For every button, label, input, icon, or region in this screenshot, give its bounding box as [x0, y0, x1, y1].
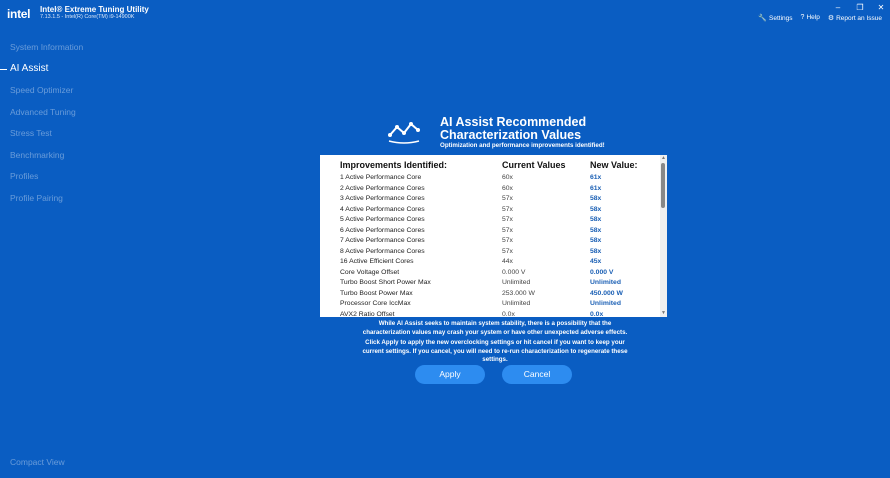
table-row	[320, 311, 660, 318]
row-new-value: 58x	[590, 247, 602, 255]
sidebar-item-ai-assist[interactable]: AI Assist	[0, 60, 120, 82]
ai-assist-icon	[386, 117, 422, 145]
apply-button[interactable]: Apply	[415, 365, 485, 384]
table-row	[320, 237, 660, 248]
row-current-value: 60x	[502, 174, 513, 181]
row-current-value: Unlimited	[502, 300, 531, 307]
close-button[interactable]: ✕	[877, 3, 885, 12]
sidebar-item-advanced-tuning[interactable]: Advanced Tuning	[10, 106, 76, 117]
row-setting-name: AVX2 Ratio Offset	[340, 310, 395, 317]
row-current-value: 60x	[502, 184, 513, 192]
values-table	[320, 155, 667, 317]
help-label: Help	[806, 14, 820, 21]
row-new-value: 58x	[590, 216, 602, 223]
wrench-icon: 🔧	[758, 15, 768, 22]
header-improvements: Improvements Identified:	[340, 160, 448, 170]
row-setting-name: 16 Active Efficient Cores	[340, 258, 414, 265]
row-current-value: 57x	[502, 226, 513, 234]
scrollbar[interactable]	[660, 155, 667, 317]
dialog-title	[440, 116, 586, 142]
scroll-down-icon[interactable]: ▼	[661, 310, 666, 316]
row-new-value: 0.000 V	[590, 268, 614, 276]
table-row	[320, 258, 660, 269]
table-row	[320, 195, 660, 206]
row-new-value: 61x	[590, 184, 602, 192]
scroll-up-icon[interactable]: ▲	[661, 155, 666, 161]
row-new-value: Unlimited	[590, 279, 621, 286]
instructions-text	[350, 339, 640, 365]
app-title: Intel® Extreme Tuning Utility	[40, 5, 149, 14]
warning-line: While AI Assist seeks to maintain system stability, there is a possibility that the	[378, 320, 612, 327]
intel-logo: intel	[7, 7, 31, 21]
table-row	[320, 185, 660, 196]
row-setting-name: 1 Active Performance Core	[340, 174, 422, 181]
dialog-title-line1: AI Assist Recommended	[440, 115, 587, 129]
table-row	[320, 279, 660, 290]
settings-label: Settings	[769, 15, 793, 22]
row-new-value: 58x	[590, 195, 602, 202]
row-current-value: 57x	[502, 195, 513, 202]
cancel-button[interactable]: Cancel	[502, 365, 572, 384]
settings-link[interactable]	[758, 14, 792, 22]
row-current-value: 253.000 W	[502, 289, 535, 297]
row-setting-name: Turbo Boost Short Power Max	[340, 279, 431, 286]
row-current-value: 0.000 V	[502, 268, 526, 276]
header-current-values: Current Values	[502, 160, 566, 170]
header-new-value: New Value:	[590, 160, 638, 170]
row-new-value: 45x	[590, 258, 602, 265]
row-setting-name: Core Voltage Offset	[340, 268, 400, 276]
row-setting-name: 5 Active Performance Cores	[340, 216, 425, 223]
row-setting-name: 8 Active Performance Cores	[340, 247, 425, 255]
row-current-value: 44x	[502, 258, 513, 265]
row-setting-name: 3 Active Performance Cores	[340, 195, 425, 202]
sidebar	[0, 38, 120, 210]
table-row	[320, 269, 660, 280]
title-bar	[0, 0, 890, 26]
table-row	[320, 216, 660, 227]
row-current-value: 57x	[502, 205, 513, 213]
scrollbar-thumb[interactable]	[661, 163, 665, 208]
row-setting-name: Turbo Boost Power Max	[340, 289, 413, 297]
table-row	[320, 290, 660, 301]
minimize-button[interactable]: –	[835, 3, 841, 12]
row-new-value: 0.0x	[590, 310, 604, 317]
compact-view-link[interactable]: Compact View	[10, 457, 65, 467]
row-current-value: 57x	[502, 247, 513, 255]
help-link[interactable]	[801, 14, 820, 22]
warning-text	[350, 320, 640, 337]
sidebar-item-system-information[interactable]: System Information	[10, 42, 84, 52]
row-new-value: 58x	[590, 226, 602, 234]
sidebar-item-profile-pairing[interactable]: Profile Pairing	[10, 192, 63, 203]
instruction-line: Click Apply to apply the new overclocking settings or hit cancel if you want to keep your	[365, 339, 625, 346]
sidebar-item-benchmarking[interactable]: Benchmarking	[10, 149, 65, 160]
row-setting-name: Processor Core IccMax	[340, 300, 411, 307]
row-setting-name: 4 Active Performance Cores	[340, 205, 425, 213]
row-setting-name: 2 Active Performance Cores	[340, 184, 425, 192]
sidebar-item-speed-optimizer[interactable]: Speed Optimizer	[10, 85, 74, 95]
dialog-subtitle: Optimization and performance improvements identified!	[440, 142, 605, 149]
top-links	[758, 14, 882, 22]
app-version: 7.13.1.5 - Intel(R) Core(TM) i9-14900K	[40, 14, 135, 20]
row-current-value: 57x	[502, 216, 513, 223]
gear-icon: ⚙	[827, 15, 835, 22]
help-icon: ?	[800, 14, 805, 21]
row-current-value: Unlimited	[502, 279, 531, 286]
row-current-value: 57x	[502, 237, 513, 244]
sidebar-item-profiles[interactable]: Profiles	[10, 171, 39, 181]
table-row	[320, 300, 660, 311]
report-issue-link[interactable]	[828, 14, 882, 22]
row-new-value: 61x	[590, 174, 602, 181]
maximize-button[interactable]: ❐	[856, 3, 864, 12]
sidebar-item-stress-test[interactable]: Stress Test	[10, 128, 52, 138]
row-new-value: 58x	[590, 237, 602, 244]
row-setting-name: 7 Active Performance Cores	[340, 237, 425, 244]
table-row	[320, 248, 660, 259]
report-issue-label: Report an Issue	[836, 15, 882, 22]
row-current-value: 0.0x	[502, 310, 515, 317]
warning-line: characterization values may crash your system or have other unexpected adverse effects.	[362, 328, 628, 336]
dialog-title-line2: Characterization Values	[440, 128, 582, 142]
row-new-value: Unlimited	[590, 300, 621, 307]
instruction-line: current settings. If you cancel, you will need to re-run characterization to regenerate these	[362, 347, 628, 355]
row-setting-name: 6 Active Performance Cores	[340, 226, 425, 234]
instruction-line: settings.	[482, 356, 508, 363]
table-row	[320, 206, 660, 217]
table-row	[320, 227, 660, 238]
row-new-value: 58x	[590, 205, 602, 213]
row-new-value: 450.000 W	[590, 289, 623, 297]
table-row	[320, 174, 660, 185]
